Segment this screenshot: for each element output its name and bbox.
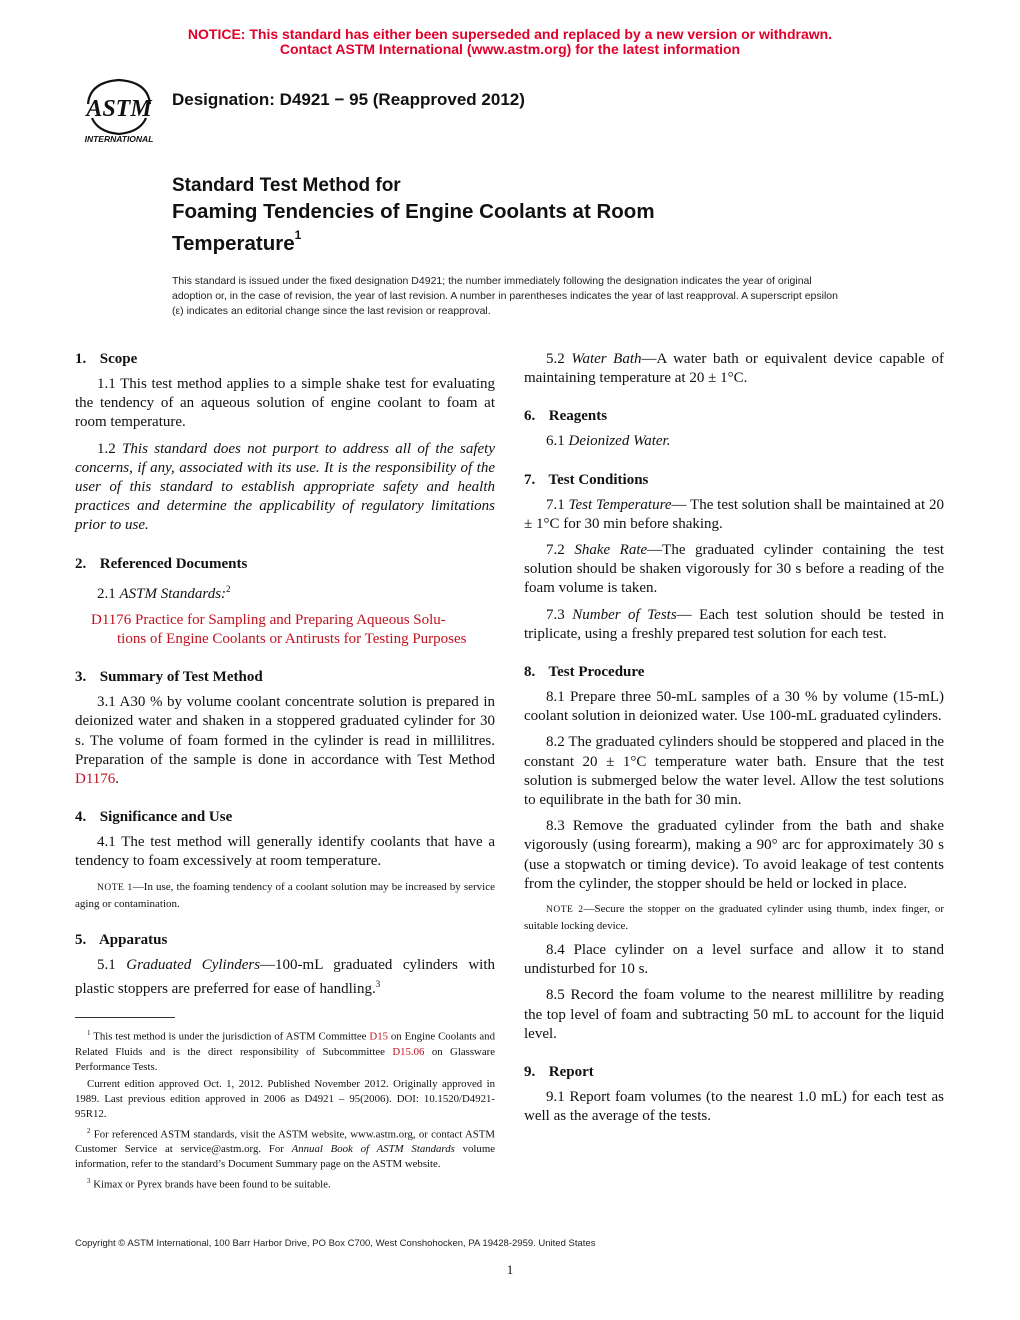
paragraph-7-3: 7.3 Number of Tests— Each test solution should be tested in triplicate, using a freshly prepared test solution for each test.	[524, 606, 945, 642]
section-heading-referenced-documents: 2. Referenced Documents	[75, 555, 248, 572]
copyright-line: Copyright © ASTM International, 100 Barr Harbor Drive, PO Box C700, West Conshohocken, PA 19428-2959. United States	[75, 1238, 596, 1249]
paragraph-7-2: 7.2 Shake Rate—The graduated cylinder containing the test solution should be shaken vigorously for 30 s before a reading of the foam volume is taken.	[524, 542, 945, 597]
paragraph-8-5: 8.5 Record the foam volume to the nearest millilitre by reading the top level of foam and subtracting 50 mL to account for the liquid level.	[524, 987, 945, 1042]
issued-statement: This standard is issued under the fixed designation D4921; the number immediately following the designation indicates the year of original adoption or, in the case of revision, the year of last revision. A number in parentheses indicates the year of last reapproval. A superscript epsilon (ε) indicates an editorial change since the last revision or reapproval.	[172, 275, 838, 317]
notice-line-1: NOTICE: This standard has either been superseded and replaced by a new version or withdrawn.	[187, 26, 833, 42]
section-heading-significance: 4. Significance and Use	[75, 809, 233, 826]
title-footnote-mark: 1	[294, 228, 302, 242]
section-heading-test-conditions: 7. Test Conditions	[524, 471, 649, 488]
paragraph-6-1: 6.1 Deionized Water.	[546, 433, 671, 450]
paragraph-4-1: 4.1 The test method will generally identify coolants that have a tendency to foam excessively at room temperature.	[75, 834, 496, 870]
note-1: NOTE 1—In use, the foaming tendency of a coolant solution may be increased by service aging or contamination.	[75, 880, 495, 910]
logo-caption: INTERNATIONAL	[84, 134, 154, 144]
paragraph-1-1: 1.1 This test method applies to a simple shake test for evaluating the tendency of an aqueous solution of engine coolant to foam at room temperature.	[75, 376, 495, 431]
paragraph-5-1: 5.1 Graduated Cylinders—100-mL graduated cylinders with plastic stoppers are preferred for ease of handling.$^3$	[75, 956, 496, 997]
paragraph-7-1: 7.1 Test Temperature— The test solution shall be maintained at 20 ± 1°C for 30 min before shaking.	[524, 496, 945, 532]
right-column	[524, 350, 944, 1133]
document-title	[172, 174, 655, 257]
section-heading-test-procedure: 8. Test Procedure	[524, 664, 645, 681]
footnote-1: $^1$ This test method is under the jurisdiction of ASTM Committee D15 on Engine Coolants and Related Fluids and is the direct responsibility of Subcommittee D15.06 on Glassware Performance Tests.	[75, 1029, 495, 1073]
paragraph-9-1: 9.1 Report foam volumes (to the nearest 1.0 mL) for each test as well as the average of the tests.	[524, 1089, 944, 1125]
paragraph-8-3: 8.3 Remove the graduated cylinder from the bath and shake vigorously (using forearm), making a 90° arc for approximately 30 s (use a stopwatch or timing device). To avoid leakage of test contents from the cylinder, the stopper should be held or locked in place.	[524, 818, 944, 892]
paragraph-1-2: 1.2 This standard does not purport to address all of the safety concerns, if any, associated with its use. It is the responsibility of the user of this standard to establish appropriate safety and health practices and determine the applicability of regulatory limitations prior to use.	[75, 440, 496, 534]
section-heading-summary: 3. Summary of Test Method	[75, 669, 263, 686]
paragraph-8-2: 8.2 The graduated cylinders should be stoppered and placed in the constant 20 ± 1°C temperature water bath. Ensure that the test solution is submerged below the water level. Allow the test solutions to equilibrate in the bath for 30 min.	[524, 734, 944, 809]
section-heading-reagents: 6. Reagents	[524, 408, 608, 425]
title-line-3: Temperature	[172, 231, 295, 255]
reference-code-link[interactable]: D1176	[91, 611, 132, 628]
paragraph-3-1: 3.1 A30 % by volume coolant concentrate solution is prepared in deionized water and shaken in a stoppered graduated cylinder for 30 s. The volume of foam formed in the cylinder is read in millilitres. Preparation of the sample is done in accordance with Test Method D1176.	[75, 694, 495, 788]
footnote-2: $^2$ For referenced ASTM standards, visit the ASTM website, www.astm.org, or contact ASTM Customer Service at service@astm.org. For Annual Book of ASTM Standards volume information, refer to the standard’s Document Summary page on the ASTM website.	[75, 1126, 496, 1171]
paragraph-2-1: 2.1 ASTM Standards:$^2$	[97, 583, 231, 602]
footnote-ref-d15[interactable]: D15	[369, 1030, 388, 1043]
notice-line-2: Contact ASTM International (www.astm.org) for the latest information	[279, 41, 741, 57]
title-line-2: Foaming Tendencies of Engine Coolants at Room	[172, 200, 655, 223]
page-number: 1	[506, 1262, 514, 1277]
reference-title-link-b[interactable]: tions of Engine Coolants or Antirusts for Testing Purposes	[117, 631, 467, 648]
paragraph-8-4: 8.4 Place cylinder on a level surface and allow it to stand undisturbed for 10 s.	[524, 942, 945, 978]
section-heading-apparatus: 5. Apparatus	[75, 931, 168, 948]
section-heading-scope: 1. Scope	[75, 351, 138, 367]
left-column	[75, 350, 495, 1195]
summary-ref-link[interactable]: D1176	[75, 771, 116, 788]
footnote-3: $^3$ Kimax or Pyrex brands have been found to be suitable.	[87, 1177, 331, 1191]
reference-d1176[interactable]	[75, 611, 495, 649]
logo-letters: ASTM	[86, 96, 152, 122]
notice-banner	[0, 27, 1020, 57]
footnote-1-edition: Current edition approved Oct. 1, 2012. Published November 2012. Originally approved in 1989. Last previous edition approved in 2006 as D4921 – 95(2006). DOI: 10.1520/D4921-95R12.	[75, 1077, 495, 1120]
note-2: NOTE 2—Secure the stopper on the graduated cylinder using thumb, index finger, or suitable locking device.	[524, 903, 945, 933]
title-line-1: Standard Test Method for	[172, 175, 401, 196]
section-heading-report: 9. Report	[524, 1064, 594, 1081]
reference-title-link-a[interactable]: Practice for Sampling and Preparing Aqueous Solu-	[135, 611, 446, 628]
footnote-ref-d15-06[interactable]: D15.06	[392, 1045, 425, 1058]
astm-logo	[78, 74, 160, 144]
paragraph-5-2: 5.2 Water Bath—A water bath or equivalent device capable of maintaining temperature at 20 ± 1°C.	[524, 351, 945, 387]
footnote-divider	[75, 1017, 175, 1018]
paragraph-8-1: 8.1 Prepare three 50-mL samples of a 30 % by volume (15-mL) coolant solution in deionized water. Use 100-mL graduated cylinders.	[524, 689, 944, 725]
designation: Designation: D4921 − 95 (Reapproved 2012)	[172, 90, 525, 109]
